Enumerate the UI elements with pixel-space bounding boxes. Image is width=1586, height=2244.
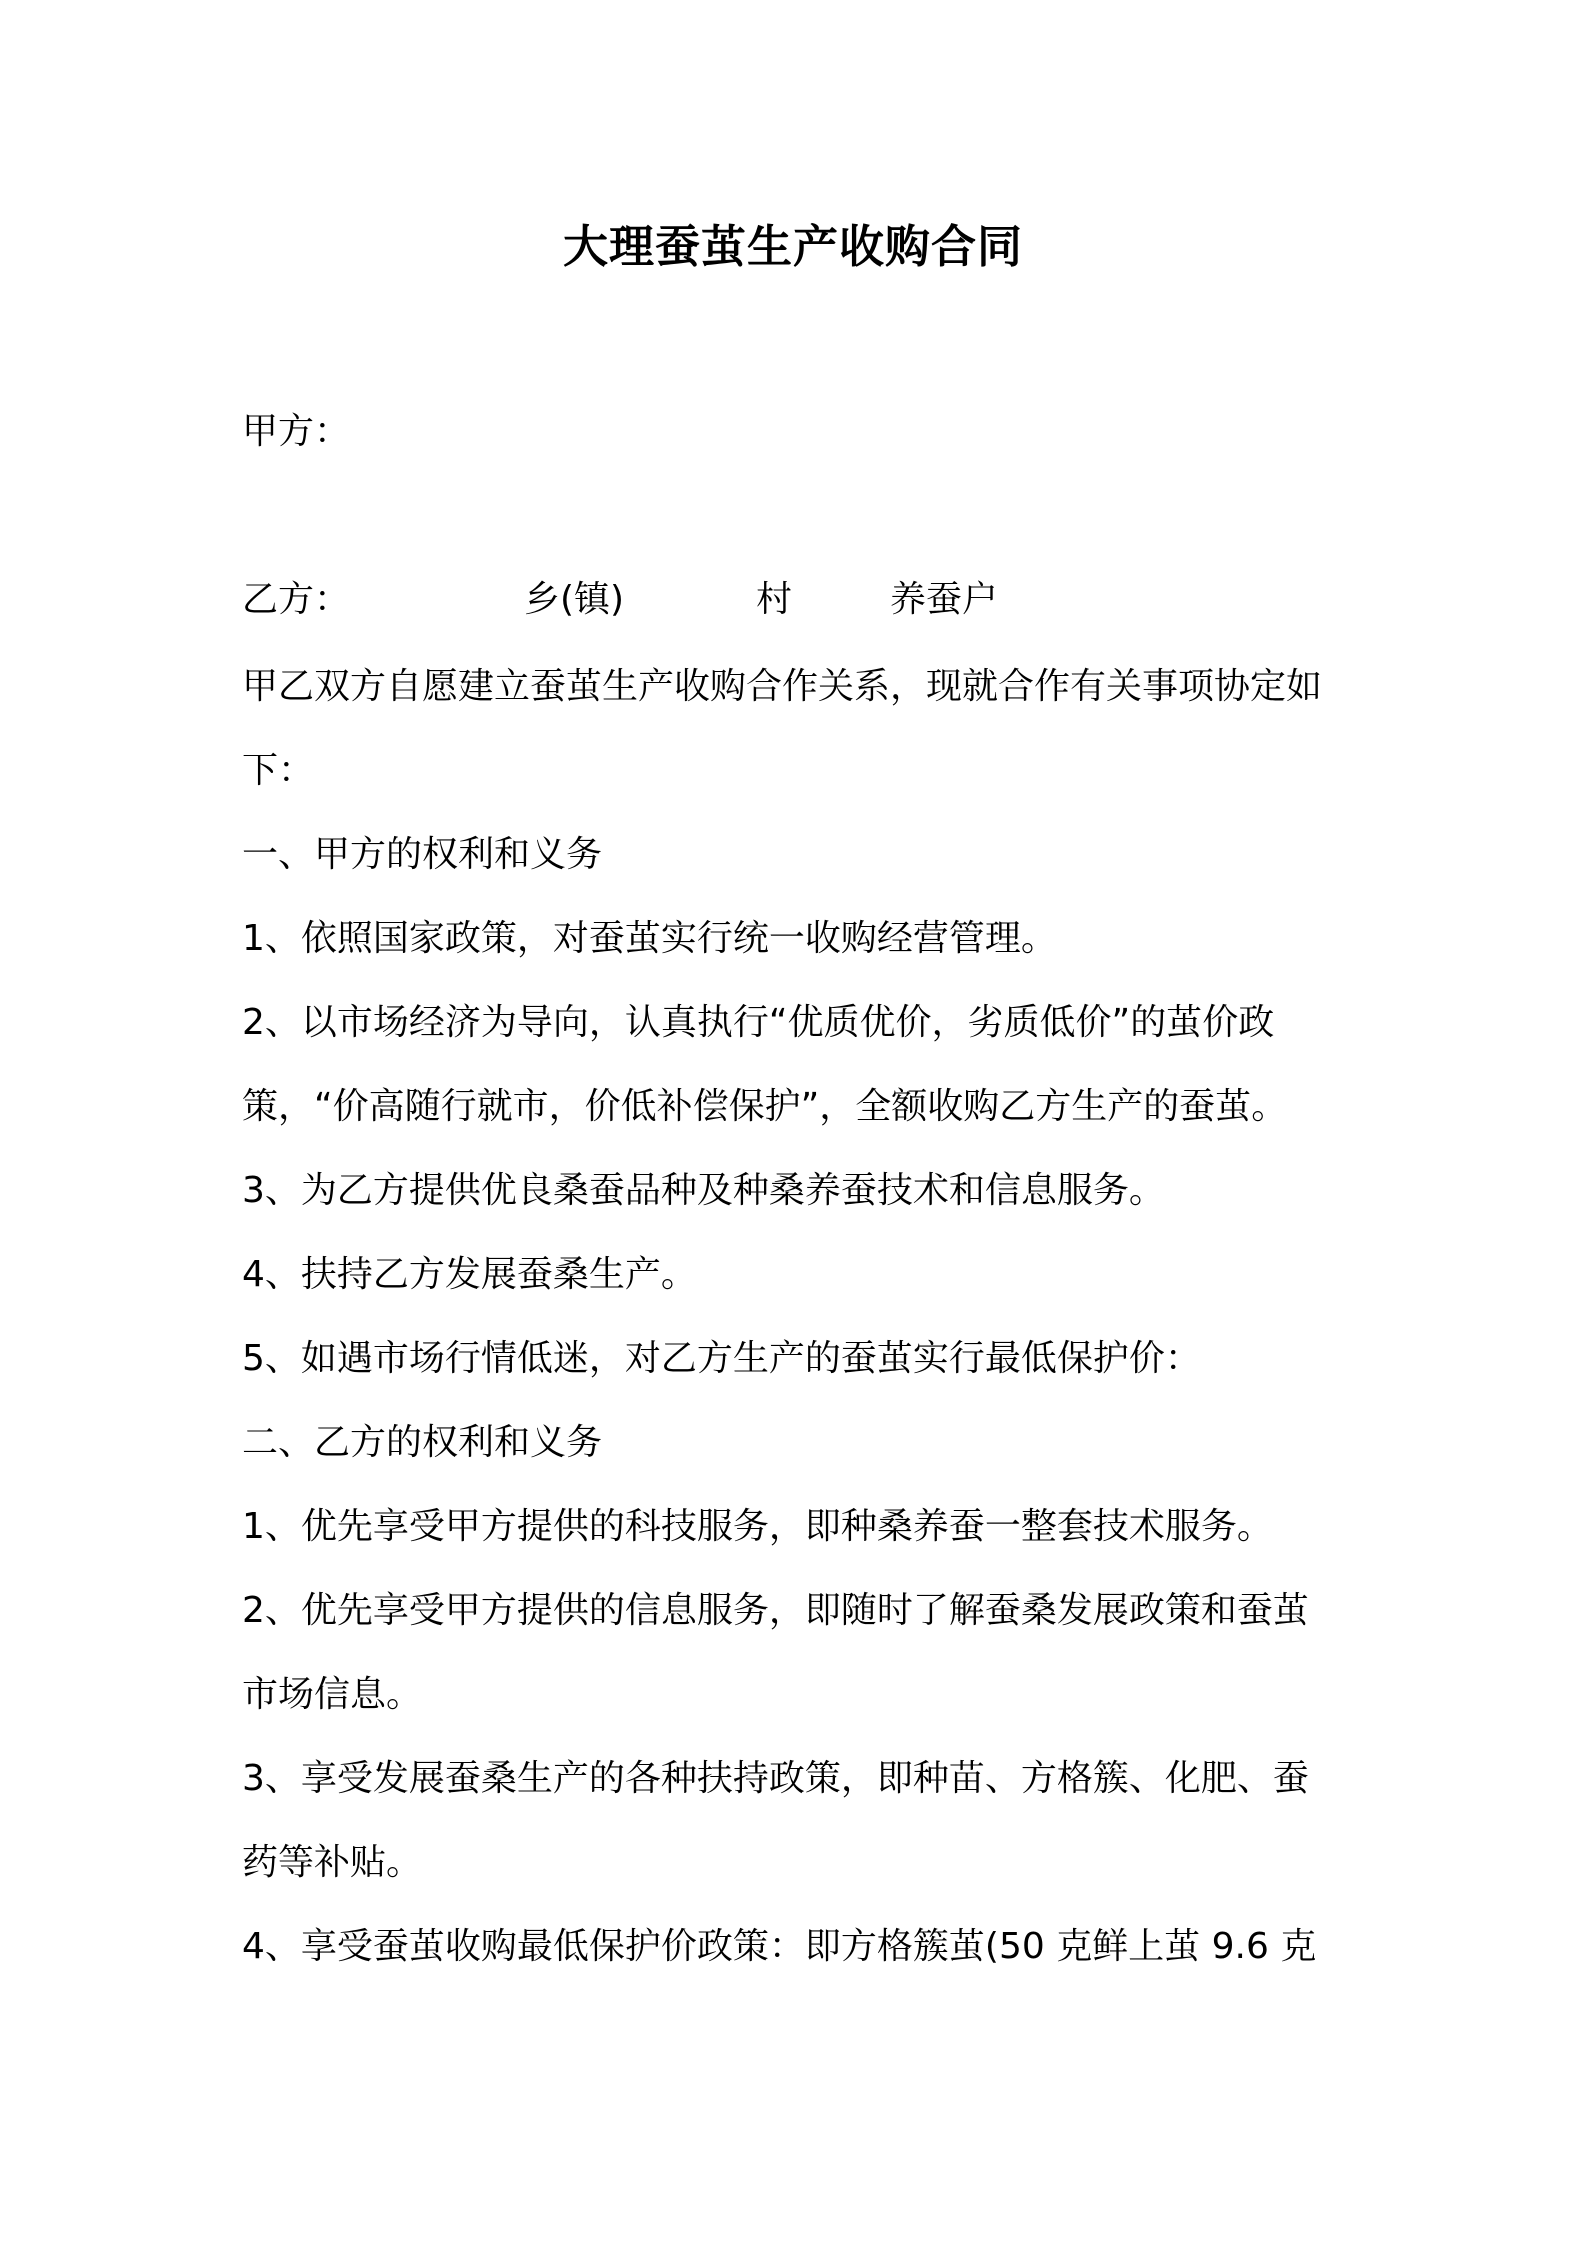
section-b-item: 3、享受发展蚕桑生产的各种扶持政策，即种苗、方格簇、化肥、蚕 <box>242 1758 1309 1799</box>
section-b-item: 药等补贴。 <box>242 1842 423 1883</box>
section-a-heading: 一、甲方的权利和义务 <box>242 834 603 875</box>
section-b-item: 4、享受蚕茧收购最低保护价政策：即方格簇茧(50 克鲜上茧 9.6 克 <box>242 1926 1317 1967</box>
section-b-item: 2、优先享受甲方提供的信息服务，即随时了解蚕桑发展政策和蚕茧 <box>242 1590 1309 1631</box>
party-a-label: 甲方： <box>242 411 351 452</box>
section-b-heading: 二、乙方的权利和义务 <box>242 1422 603 1463</box>
section-a-item: 策，“价高随行就市，价低补偿保护”，全额收购乙方生产的蚕茧。 <box>242 1086 1288 1127</box>
section-a-item: 5、如遇市场行情低迷，对乙方生产的蚕茧实行最低保护价： <box>242 1338 1201 1379</box>
party-b-farmer: 养蚕户 <box>890 579 999 620</box>
intro-line: 甲乙双方自愿建立蚕茧生产收购合作关系，现就合作有关事项协定如 <box>242 666 1323 707</box>
section-b-item: 市场信息。 <box>242 1674 423 1715</box>
party-b-row <box>242 576 1142 624</box>
intro-line: 下： <box>242 750 315 791</box>
section-b-item: 1、优先享受甲方提供的科技服务，即种桑养蚕一整套技术服务。 <box>242 1506 1273 1547</box>
document-title: 大理蚕茧生产收购合同 <box>562 220 1023 273</box>
party-b-village: 村 <box>756 579 793 620</box>
section-a-item: 3、为乙方提供优良桑蚕品种及种桑养蚕技术和信息服务。 <box>242 1170 1165 1211</box>
section-a-item: 4、扶持乙方发展蚕桑生产。 <box>242 1254 697 1295</box>
section-a-item: 2、以市场经济为导向，认真执行“优质优价，劣质低价”的茧价政 <box>242 1002 1275 1043</box>
party-b-label: 乙方： <box>242 579 351 620</box>
section-a-item: 1、依照国家政策，对蚕茧实行统一收购经营管理。 <box>242 918 1057 959</box>
party-b-township: 乡(镇) <box>524 579 625 620</box>
